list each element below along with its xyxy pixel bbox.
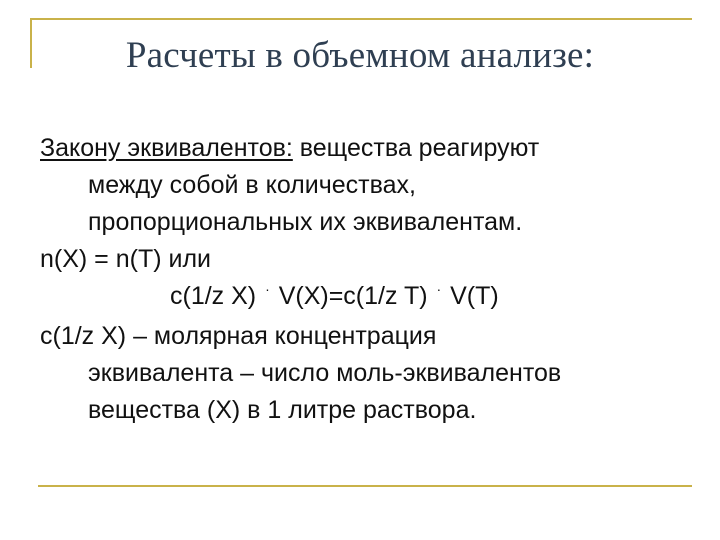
definition-line-3: вещества (X) в 1 литре раствора.	[88, 396, 477, 424]
frame-bottom-line	[38, 485, 692, 487]
law-text-1: вещества реагируют	[292, 134, 540, 162]
slide-content	[40, 130, 680, 429]
definition-line-1: c(1/z X) – молярная концентрация	[40, 322, 437, 350]
multiply-dot-1: ·	[265, 281, 270, 297]
equation-line: n(X) = n(T) или	[40, 245, 212, 273]
law-line-1	[40, 130, 680, 167]
formula-part-3: V(T)	[443, 282, 499, 310]
formula-part-2: V(X)=c(1/z T)	[271, 282, 435, 310]
law-line-3: пропорциональных их эквивалентам.	[88, 208, 523, 236]
law-line-2: между собой в количествах,	[88, 171, 416, 199]
frame-top-line	[30, 18, 692, 20]
formula-part-1: c(1/z X)	[170, 282, 264, 310]
multiply-dot-2: ·	[436, 281, 442, 297]
definition-line-2: эквивалента – число моль-эквивалентов	[88, 359, 562, 387]
law-name: Закону эквивалентов:	[40, 134, 293, 162]
formula-line	[40, 278, 680, 318]
slide-title: Расчеты в объемном анализе:	[125, 35, 595, 76]
